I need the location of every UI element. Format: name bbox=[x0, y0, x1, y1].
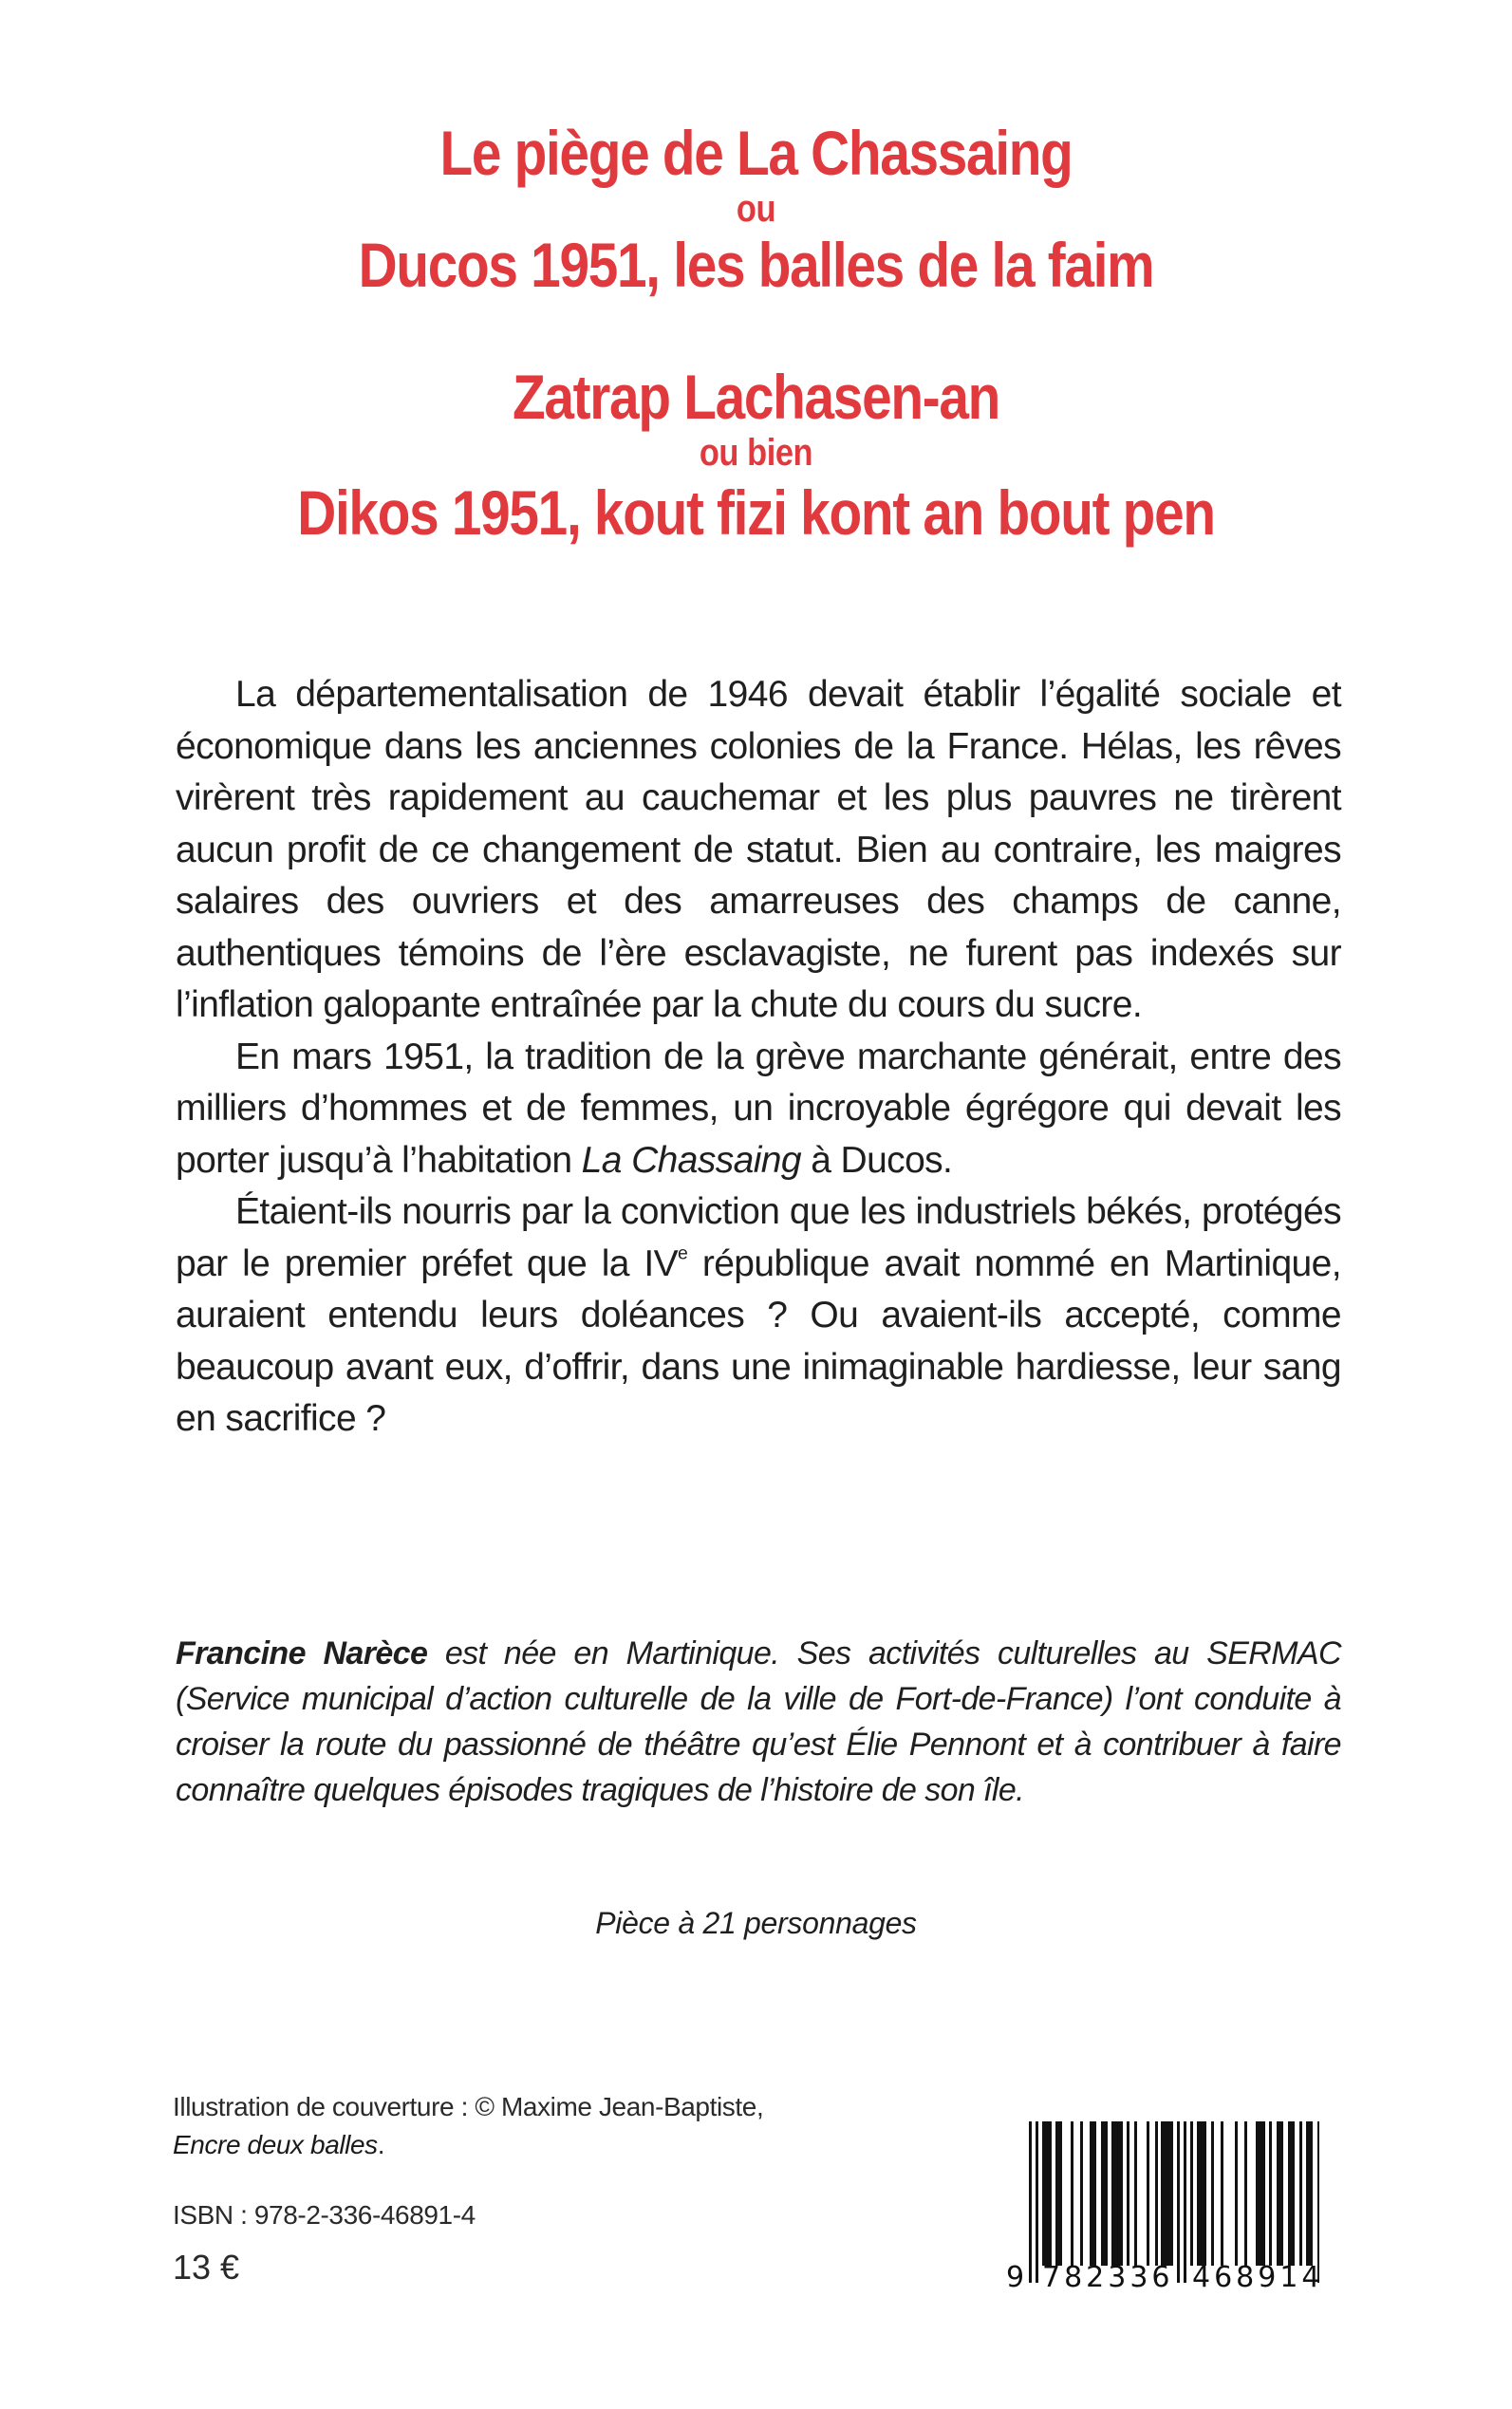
author-bio bbox=[176, 1631, 1341, 1813]
cover-credit bbox=[173, 2088, 763, 2164]
title-cr-connector: ou bien bbox=[699, 432, 813, 474]
author-bio-text: est née en Martinique. Ses activités culturelles au SERMAC (Service municipal d’action culturelle de la ville de Fort-de-France) l’ont conduite à croiser la route du passionné de théâtre qu’est Élie Pennont et à contribuer à faire connaître quelques épisodes tragiques de l’histoire de son île. bbox=[176, 1635, 1341, 1808]
blurb-p3-superscript: e bbox=[678, 1242, 688, 1263]
title-fr-connector: ou bbox=[736, 188, 776, 230]
blurb-p3-text: Étaient-ils nourris par la conviction que les industriels békés, protégés par le premier préfet que la IV bbox=[176, 1191, 1341, 1284]
barcode-digits bbox=[1006, 2261, 1324, 2305]
barcode-left-digits: 782336 bbox=[1042, 2261, 1174, 2294]
title-french bbox=[0, 118, 1512, 300]
cover-work-title: Encre deux balles bbox=[173, 2130, 378, 2159]
title-creole bbox=[0, 362, 1512, 548]
isbn: ISBN : 978-2-336-46891-4 bbox=[173, 2200, 476, 2230]
author-name: Francine Narèce bbox=[176, 1635, 428, 1671]
price: 13 € bbox=[173, 2248, 240, 2287]
barcode-first-digit: 9 bbox=[1006, 2261, 1025, 2294]
blurb-paragraph-3 bbox=[176, 1186, 1341, 1446]
ean13-barcode-icon bbox=[1006, 2117, 1324, 2306]
blurb-p3-text-end: république avait nommé en Martinique, auraient entendu leurs doléances ? Ou avaient-ils accepté, comme beaucoup avant eux, d’offrir, dans une inimaginable hardiesse, leur sang en sacrifice ? bbox=[176, 1242, 1341, 1439]
cover-credit-work bbox=[173, 2126, 763, 2164]
title-cr-line1: Zatrap Lachasen-an bbox=[512, 362, 1000, 432]
cover-work-suffix: . bbox=[377, 2130, 385, 2159]
title-fr-line2: Ducos 1951, les balles de la faim bbox=[358, 230, 1154, 300]
blurb-paragraph-2 bbox=[176, 1032, 1341, 1187]
cover-credit-line: Illustration de couverture : © Maxime Jean-Baptiste, bbox=[173, 2092, 764, 2121]
blurb-p2-italic: La Chassaing bbox=[581, 1139, 801, 1181]
blurb-p2-text: En mars 1951, la tradition de la grève marchante générait, entre des milliers d’hommes et de femmes, un incroyable égrégore qui devait les porter jusqu’à l’habitation bbox=[176, 1036, 1341, 1181]
title-fr-line1: Le piège de La Chassaing bbox=[439, 118, 1073, 188]
title-cr-line2: Dikos 1951, kout fizi kont an bout pen bbox=[297, 477, 1215, 548]
barcode-right-digits: 468914 bbox=[1192, 2261, 1324, 2294]
blurb bbox=[176, 669, 1341, 1446]
blurb-paragraph-1: La départementalisation de 1946 devait établir l’égalité sociale et économique dans les anciennes colonies de la France. Hélas, les rêves virèrent très rapidement au cauchemar et les plus pauvres ne tirèrent aucun profit de ce changement de statut. Bien au contraire, les maigres salaires des ouvriers et des amarreuses des champs de canne, authentiques témoins de l’ère esclavagiste, ne furent pas indexés sur l’inflation galopante entraînée par la chute du cours du sucre. bbox=[176, 674, 1341, 1025]
cast-note: Pièce à 21 personnages bbox=[595, 1906, 917, 1940]
blurb-p2-text-end: à Ducos. bbox=[800, 1139, 953, 1181]
